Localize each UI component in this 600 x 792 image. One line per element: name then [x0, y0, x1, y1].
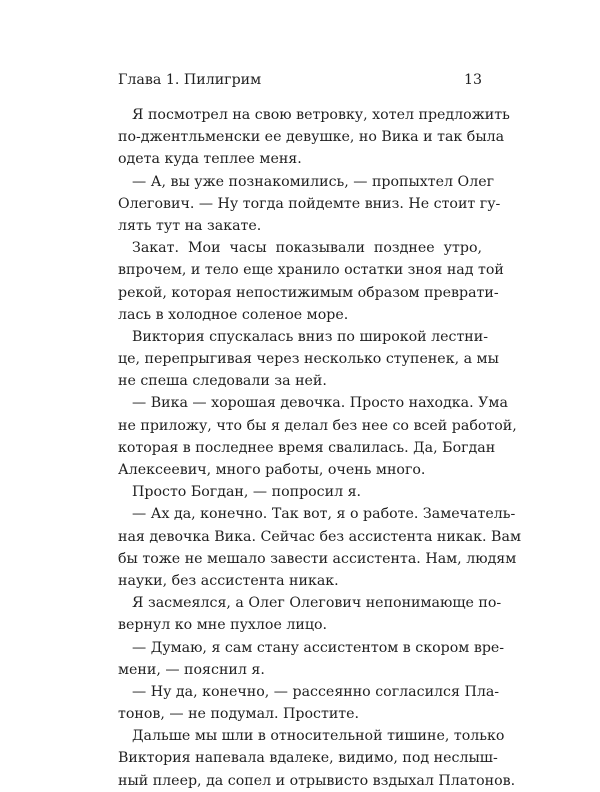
- paragraph: [118, 725, 516, 792]
- text-line: Закат. Мои часы показывали позднее утро,: [132, 240, 482, 257]
- text-line: — Думаю, я сам стану ассистентом в скором вре-: [132, 639, 505, 656]
- text-line: науки, без ассистента никак.: [118, 572, 339, 589]
- paragraph: [118, 326, 499, 393]
- text-line: лась в холодное соленое море.: [118, 306, 349, 323]
- paragraph: [118, 681, 500, 725]
- text-line: Дальше мы шли в относительной тишине, только: [132, 728, 505, 745]
- text-line: вернул ко мне пухлое лицо.: [118, 617, 328, 634]
- text-line: не спеша следовали за ней.: [118, 373, 327, 390]
- text-line: лять тут на закате.: [118, 217, 262, 234]
- text-line: не приложу, что бы я делал без нее со всей работой,: [118, 417, 517, 434]
- paragraph: [118, 503, 521, 592]
- paragraph: [118, 481, 482, 503]
- running-header: [118, 72, 482, 92]
- chapter-title: Глава 1. Пилигрим: [118, 72, 262, 88]
- text-line: тонов, — не подумал. Простите.: [118, 706, 360, 723]
- text-line: — Ну да, конечно, — рассеянно согласился Пла-: [132, 683, 500, 700]
- text-line: ный плеер, да сопел и отрывисто вздыхал Платонов.: [118, 772, 516, 789]
- paragraph: [118, 392, 517, 481]
- paragraph: [118, 171, 501, 238]
- text-line: мени, — пояснил я.: [118, 661, 265, 678]
- text-line: — Ах да, конечно. Так вот, я о работе. Замечатель-: [132, 506, 516, 523]
- text-line: впрочем, и тело еще хранило остатки зноя над той: [118, 262, 504, 279]
- text-line: Алексеевич, много работы, очень много.: [118, 462, 426, 478]
- text-line: которая в последнее время свалилась. Да, Богдан: [118, 439, 496, 456]
- text-line: по-джентльменски ее девушке, но Вика и так была: [118, 129, 505, 146]
- text-line: Виктория напевала вдалеке, видимо, под неслыш-: [118, 750, 498, 767]
- paragraph: [118, 637, 505, 681]
- text-line: ная девочка Вика. Сейчас без ассистента никак. Вам: [118, 528, 521, 545]
- text-line: рекой, которая непостижимым образом преврати-: [118, 284, 499, 301]
- paragraph: [118, 237, 504, 326]
- text-line: це, перепрыгивая через несколько ступенек, а мы: [118, 351, 499, 368]
- paragraph: [118, 104, 510, 171]
- text-line: бы тоже не мешало завести ассистента. Нам, людям: [118, 550, 517, 567]
- text-line: Олегович. — Ну тогда пойдемте вниз. Не стоит гу-: [118, 195, 501, 212]
- text-line: одета куда теплее меня.: [118, 151, 302, 168]
- text-line: — Вика — хорошая девочка. Просто находка. Ума: [132, 395, 508, 412]
- text-line: Я посмотрел на свою ветровку, хотел предложить: [132, 107, 510, 123]
- text-line: Я засмеялся, а Олег Олегович непонимающе по-: [132, 595, 502, 612]
- text-line: Виктория спускалась вниз по широкой лестни-: [132, 328, 489, 345]
- paragraph: [118, 592, 502, 636]
- body-text: [118, 104, 521, 792]
- page-number: 13: [463, 72, 482, 88]
- text-line: — А, вы уже познакомились, — пропыхтел Олег: [132, 173, 495, 190]
- text-line: Просто Богдан, — попросил я.: [132, 484, 362, 501]
